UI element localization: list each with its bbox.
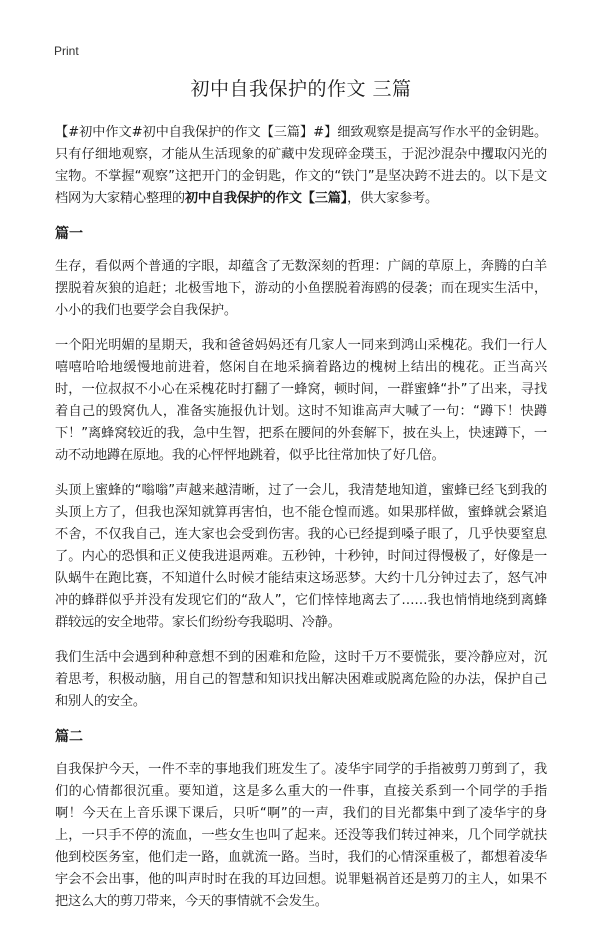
section1-paragraph-2: 一个阳光明媚的星期天，我和爸爸妈妈还有几家人一同来到鸿山采槐花。我们一行人嘻嘻哈哈地缓慢地前进着，悠闲自在地采摘着路边的槐树上结出的槐花。正当高兴时，一位叔叔不小心在采槐花时打翻了一蜂窝，顿时间，一群蜜蜂“扑”了出来，寻找着自己的毁窝仇人，准备实施报仇计划。这时不知谁高声大喊了一句：“蹲下！快蹲下！”离蜂窝较近的我，急中生智，把系在腰间的外套解下，披在头上，快速蹲下，一动不动地蹲在原地。我的心怦怦地跳着，似乎比往常加快了好几倍。 (55, 338, 547, 463)
intro-text-end: ，供大家参考。 (347, 191, 439, 206)
print-label: Print (54, 44, 79, 58)
intro-paragraph (55, 122, 547, 210)
intro-bold-title: 初中自我保护的作文【三篇】 (184, 191, 348, 206)
section-heading-1: 篇一 (55, 226, 83, 242)
document-title: 初中自我保护的作文 三篇 (190, 78, 412, 100)
intro-text: 【#初中作文#初中自我保护的作文【三篇】#】细致观察是提高写作水平的金钥匙。只有仔细地观察，才能从生活现象的矿藏中发现碎金璞玉，于泥沙混杂中攫取闪光的宝物。不掌握“观察”这把开门的金钥匙，作文的“铁门”是坚决跨不进去的。以下是文档网为大家精心整理的 (55, 125, 547, 206)
section1-paragraph-4: 我们生活中会遇到种种意想不到的困难和危险，这时千万不要慌张，要冷静应对，沉着思考，积极动脑，用自己的智慧和知识找出解决困难或脱离危险的办法，保护自己和别人的安全。 (55, 650, 547, 709)
section1-paragraph-3: 头顶上蜜蜂的“嗡嗡”声越来越清晰，过了一会儿，我清楚地知道，蜜蜂已经飞到我的头顶上方了，但我也深知就算再害怕，也不能仓惶而逃。如果那样做，蜜蜂就会紧追不舍，不仅我自己，连大家也会受到伤害。我的心已经提到嗓子眼了，几乎快要窒息了。内心的恐惧和正义使我进退两难。五秒钟，十秒钟，时间过得慢极了，好像是一队蜗牛在跑比赛，不知道什么时候才能结束这场恶梦。大约十几分钟过去了，怒气冲冲的蜂群似乎并没有发现它们的“敌人”，它们悻悻地离去了……我也悄悄地绕到离蜂群较远的安全地带。家长们纷纷夸我聪明、冷静。 (55, 483, 547, 630)
section-heading-2: 篇二 (55, 729, 83, 745)
document-body (55, 76, 547, 926)
section2-paragraph-1: 自我保护今天，一件不幸的事地我们班发生了。凌华宇同学的手指被剪刀剪到了，我们的心情都很沉重。要知道，这是多么重大的一件事，直接关系到一个同学的手指啊！今天在上音乐课下课后，只听“啊”的一声，我们的目光都集中到了凌华宇的身上，一只手不停的流血，一些女生也叫了起来。还没等我们转过神来，几个同学就扶他到校医务室，他们走一路，血就流一路。当时，我们的心情深重极了，都想着凌华宇会不会出事，他的叫声时时在我的耳边回想。说罪魁祸首还是剪刀的主人，如果不把这么大的剪刀带来，今天的事情就不会发生。 (55, 762, 547, 909)
section1-paragraph-1: 生存，看似两个普通的字眼，却蕴含了无数深刻的哲理：广阔的草原上，奔腾的白羊摆脱着灰狼的追赶；北极雪地下，游动的小鱼摆脱着海鸥的侵袭；而在现实生活中，小小的我们也要学会自我保护。 (55, 259, 547, 318)
